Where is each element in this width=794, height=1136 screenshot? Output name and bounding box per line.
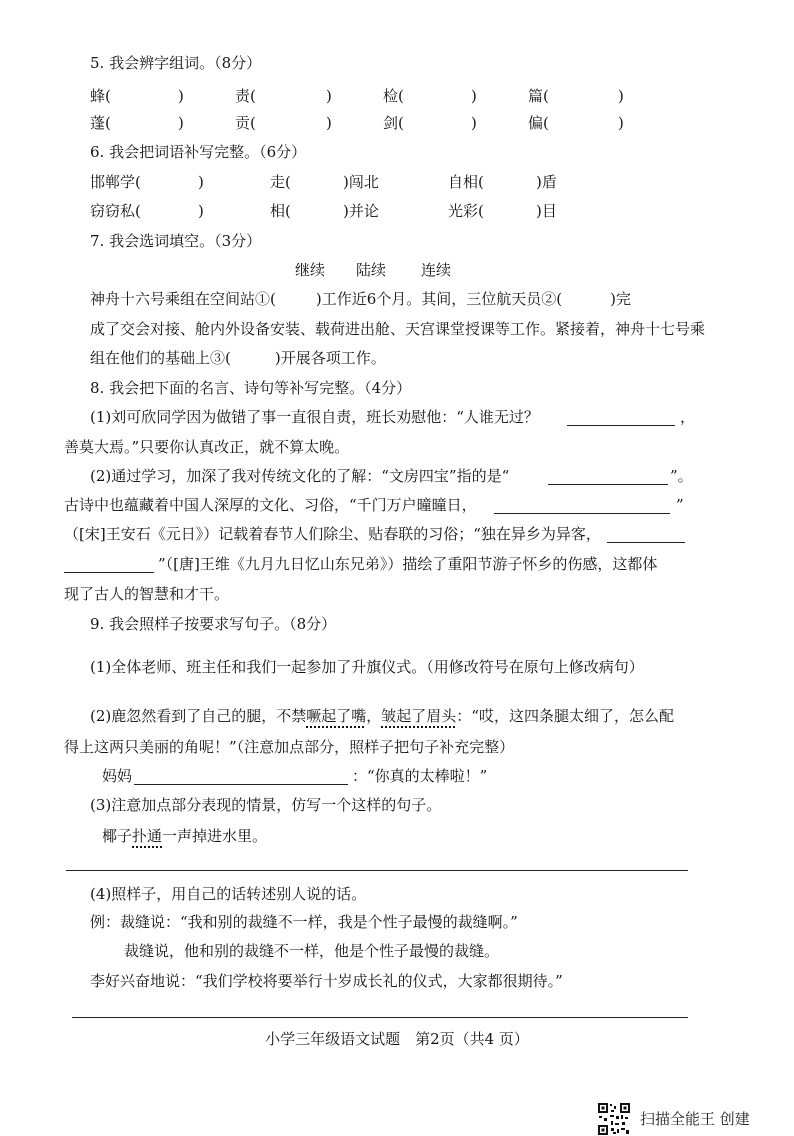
q8-s2b: ”。 — [670, 467, 693, 485]
q6-r1-c2-close: )闯北 — [343, 173, 379, 191]
q9-s3ex-post: 一声掉进水里。 — [162, 827, 268, 845]
q9-s2a-mid: ， — [366, 707, 382, 725]
q8-s2-blank1[interactable] — [548, 470, 668, 485]
q5-r1-c2-open: 责( — [235, 87, 256, 105]
q5-r2-c1-open: 蓬( — [90, 114, 111, 132]
q7-paragraph-line1 — [90, 289, 631, 309]
q7-p1c: )完 — [610, 290, 631, 308]
q5-r2-c4-open: 偏( — [528, 114, 549, 132]
q5-r1-c3-close: ) — [471, 87, 477, 105]
q8-s2f: ”（[唐]王维《九月九日忆山东兄弟》）描绘了重阳节游子怀乡的伤感，这都体 — [158, 555, 658, 573]
q8-s2a: (2)通过学习，加深了我对传统文化的了解：“文房四宝”指的是“ — [90, 467, 510, 485]
q9-s2c-blank[interactable] — [134, 770, 348, 785]
q9-s4-task: 李好兴奋地说：“我们学校将要举行十岁成长礼的仪式，大家都很期待。” — [90, 972, 563, 990]
footer-divider — [72, 1017, 688, 1018]
q5-r1-c1-close: ) — [178, 87, 184, 105]
q7-p3b: )开展各项工作。 — [274, 349, 386, 367]
q6-r1-c3-close: )盾 — [536, 173, 557, 191]
q6-r2-c1-close: ) — [198, 202, 204, 220]
q6-r1-c1-close: ) — [198, 173, 204, 191]
q9-s3ex-pre: 椰子 — [102, 827, 133, 845]
q8-s1-blank[interactable] — [567, 411, 675, 426]
q9-s2a-post: ：“哎，这四条腿太细了，怎么配 — [456, 707, 674, 725]
q8-s2e: （[宋]王安石《元日》）记载着春节人们除尘、贴春联的习俗；“独在异乡为异客， — [64, 525, 601, 543]
q9-s2a-pre: (2)鹿忽然看到了自己的腿，不禁 — [90, 707, 307, 725]
q8-s2g: 现了古人的智慧和才干。 — [64, 585, 230, 603]
q7-choice-1: 继续 — [295, 261, 326, 279]
q7-choice-3: 连续 — [421, 261, 452, 279]
q8-title: 8. 我会把下面的名言、诗句等补写完整。（4分） — [90, 379, 412, 397]
q6-r2-c3-open: 光彩( — [448, 202, 484, 220]
q9-s2-line1 — [90, 706, 674, 726]
page-footer: 小学三年级语文试题 第2页（共4 页） — [265, 1030, 529, 1048]
q6-r1-c3-open: 自相( — [448, 173, 484, 191]
q7-paragraph-line2: 成了交会对接、舱内外设备安装、载荷进出舱、天宫课堂授课等工作。紧接着，神舟十七号乘 — [90, 320, 706, 338]
q9-s2a-dotted1: 噘起了嘴 — [306, 707, 367, 725]
q5-r2-c2-open: 贡( — [235, 114, 256, 132]
q9-s3ex-dotted: 扑通 — [132, 827, 163, 845]
q5-r2-c1-close: ) — [178, 114, 184, 132]
q5-r2-c4-close: ) — [618, 114, 624, 132]
q6-title: 6. 我会把词语补写完整。（6分） — [90, 143, 307, 161]
q6-r2-c2-open: 相( — [270, 202, 291, 220]
q9-title: 9. 我会照样子按要求写句子。（8分） — [90, 615, 337, 633]
q5-r1-c1-open: 蜂( — [90, 87, 111, 105]
q5-r1-c4-open: 篇( — [528, 87, 549, 105]
q9-s2a-dotted2: 皱起了眉头 — [381, 707, 457, 725]
q5-r2-c3-close: ) — [471, 114, 477, 132]
q8-s1-line1 — [90, 407, 539, 427]
scanner-watermark: 扫描全能王 创建 — [640, 1110, 750, 1128]
q5-r2-c3-open: 剑( — [383, 114, 404, 132]
q9-s3: (3)注意加点部分表现的情景，仿写一个这样的句子。 — [90, 796, 442, 814]
q9-s3-answer-line[interactable] — [66, 870, 688, 871]
q5-title: 5. 我会辨字组词。（8分） — [90, 54, 262, 72]
q7-p1b: )工作近6个月。其间，三位航天员②( — [315, 290, 563, 308]
q7-choice-2: 陆续 — [356, 261, 387, 279]
q9-s2b: 得上这两只美丽的角呢！”（注意加点部分，照样子把句子补充完整） — [64, 738, 515, 756]
q7-p3a: 组在他们的基础上③( — [90, 349, 231, 367]
q7-paragraph-line3 — [90, 348, 386, 368]
q9-s2c-post: ：“你真的太棒啦！” — [352, 767, 488, 785]
q5-r1-c4-close: ) — [618, 87, 624, 105]
q8-s1c: 善莫大焉。”只要你认真改正，就不算太晚。 — [64, 438, 350, 456]
q8-s2-blank2[interactable] — [494, 499, 670, 514]
q5-r1-c3-open: 检( — [383, 87, 404, 105]
q8-s2c: 古诗中也蕴藏着中国人深厚的文化、习俗，“千门万户曈曈日， — [64, 496, 477, 514]
q9-s2c-pre: 妈妈 — [102, 767, 133, 785]
q5-r1-c2-close: ) — [326, 87, 332, 105]
qr-code-icon — [597, 1102, 631, 1136]
q6-r2-c2-close: )并论 — [343, 202, 379, 220]
q9-s4-example1: 例：裁缝说：“我和别的裁缝不一样，我是个性子最慢的裁缝啊。” — [90, 913, 518, 931]
q8-s2d: ” — [676, 496, 684, 514]
q6-r2-c1-open: 窃窃私( — [90, 202, 141, 220]
q9-s3-example — [102, 826, 267, 846]
q6-r1-c1-open: 邯郸学( — [90, 173, 141, 191]
q6-r1-c2-open: 走( — [270, 173, 291, 191]
q7-title: 7. 我会选词填空。（3分） — [90, 232, 262, 250]
q8-s1a: (1)刘可欣同学因为做错了事一直很自责，班长劝慰他：“人谁无过？ — [90, 408, 539, 426]
q8-s2-blank3-cont[interactable] — [64, 558, 154, 573]
q8-s1b: ， — [680, 408, 696, 426]
q5-r2-c2-close: ) — [326, 114, 332, 132]
q6-r2-c3-close: )目 — [536, 202, 557, 220]
q9-s4: (4)照样子，用自己的话转述别人说的话。 — [90, 885, 367, 903]
q9-s1: (1)全体老师、班主任和我们一起参加了升旗仪式。（用修改符号在原句上修改病句） — [90, 658, 644, 676]
q8-s2-blank3[interactable] — [607, 528, 685, 543]
q7-p1a: 神舟十六号乘组在空间站①( — [90, 290, 276, 308]
q9-s4-example2: 裁缝说，他和别的裁缝不一样，他是个性子最慢的裁缝。 — [124, 942, 500, 960]
